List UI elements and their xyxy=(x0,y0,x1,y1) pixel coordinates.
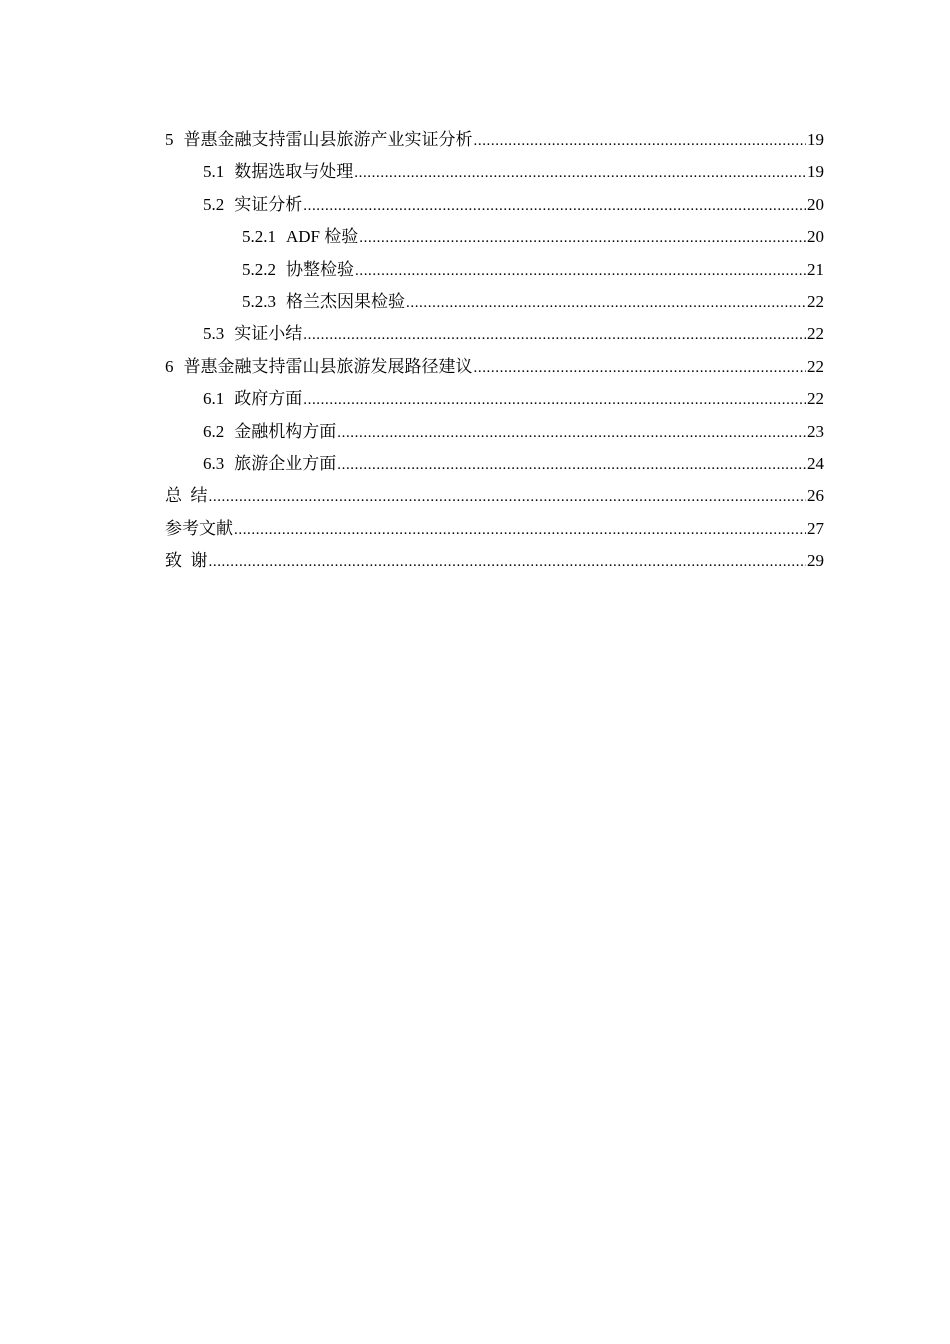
toc-entry-title: 格兰杰因果检验 xyxy=(286,291,405,311)
toc-dot-leader xyxy=(337,416,806,449)
toc-entry[interactable] xyxy=(165,318,824,350)
toc-entry-title: 旅游企业方面 xyxy=(234,453,337,473)
toc-entry-page: 23 xyxy=(807,421,824,441)
toc-entry-title: 政府方面 xyxy=(234,389,303,409)
toc-dot-leader xyxy=(209,545,807,578)
toc-entry-title: 协整检验 xyxy=(286,259,354,279)
toc-entry-page: 22 xyxy=(807,356,824,376)
toc-entry-page: 21 xyxy=(807,259,824,279)
toc-dot-leader xyxy=(354,156,806,189)
toc-entry-page: 24 xyxy=(807,453,824,473)
toc-entry-number: 5.2.2 xyxy=(242,259,276,279)
toc-entry[interactable] xyxy=(165,383,824,415)
toc-entry[interactable] xyxy=(165,124,824,156)
toc-entry-page: 22 xyxy=(807,389,824,409)
toc-entry-number: 5.2 xyxy=(203,194,225,214)
toc-entry-page: 19 xyxy=(807,162,824,182)
toc-dot-leader xyxy=(355,254,806,287)
toc-entry-number: 5.1 xyxy=(203,162,225,182)
toc-dot-leader xyxy=(337,448,806,481)
toc-entry[interactable] xyxy=(165,480,824,512)
toc-dot-leader xyxy=(359,221,806,254)
toc-dot-leader xyxy=(474,351,807,384)
toc-entry-title: 实证小结 xyxy=(234,324,303,344)
toc-entry-page: 29 xyxy=(807,551,824,571)
toc-dot-leader xyxy=(303,189,806,222)
toc-entry-number: 5.2.3 xyxy=(242,291,276,311)
toc-entry-title: 致 谢 xyxy=(165,551,208,571)
toc-dot-leader xyxy=(303,318,806,351)
toc-entry[interactable] xyxy=(165,189,824,221)
toc-entry-page: 22 xyxy=(807,291,824,311)
toc-entry[interactable] xyxy=(165,221,824,253)
toc-entry[interactable] xyxy=(165,513,824,545)
toc-dot-leader xyxy=(303,383,806,416)
toc-dot-leader xyxy=(209,480,807,513)
toc-entry-page: 27 xyxy=(807,518,824,538)
toc-entry-title: 数据选取与处理 xyxy=(234,162,354,182)
toc-entry-title: 实证分析 xyxy=(234,194,303,214)
toc-entry-title: 金融机构方面 xyxy=(234,421,337,441)
toc-entry-number: 5.2.1 xyxy=(242,227,276,247)
toc-dot-leader xyxy=(406,286,806,319)
toc-entry-number: 6.2 xyxy=(203,421,225,441)
toc-entry-page: 26 xyxy=(807,486,824,506)
toc-dot-leader xyxy=(474,124,807,157)
toc-entry[interactable] xyxy=(165,416,824,448)
toc-dot-leader xyxy=(234,513,806,546)
toc-entry[interactable] xyxy=(165,545,824,577)
toc-entry-page: 20 xyxy=(807,227,824,247)
toc-entry-number: 5.3 xyxy=(203,324,225,344)
toc-entry[interactable] xyxy=(165,448,824,480)
toc-entry-title: 普惠金融支持雷山县旅游产业实证分析 xyxy=(183,130,473,149)
toc-entry[interactable] xyxy=(165,286,824,318)
toc-entry-number: 5 xyxy=(165,130,174,149)
toc-entry-number: 6.1 xyxy=(203,389,225,409)
toc-entry-title: 普惠金融支持雷山县旅游发展路径建议 xyxy=(183,356,473,376)
toc-entry-page: 19 xyxy=(807,130,824,149)
toc-entry-page: 20 xyxy=(807,194,824,214)
toc-entry-page: 22 xyxy=(807,324,824,344)
toc-entry-number: 6 xyxy=(165,356,174,376)
toc-entry[interactable] xyxy=(165,254,824,286)
toc-entry-title: ADF 检验 xyxy=(286,227,359,247)
toc-entry-number: 6.3 xyxy=(203,453,225,473)
toc-entry-title: 参考文献 xyxy=(165,518,233,538)
toc-entry[interactable] xyxy=(165,351,824,383)
toc-entry-title: 总 结 xyxy=(165,486,208,506)
toc-entry[interactable] xyxy=(165,156,824,188)
table-of-contents xyxy=(165,124,824,577)
